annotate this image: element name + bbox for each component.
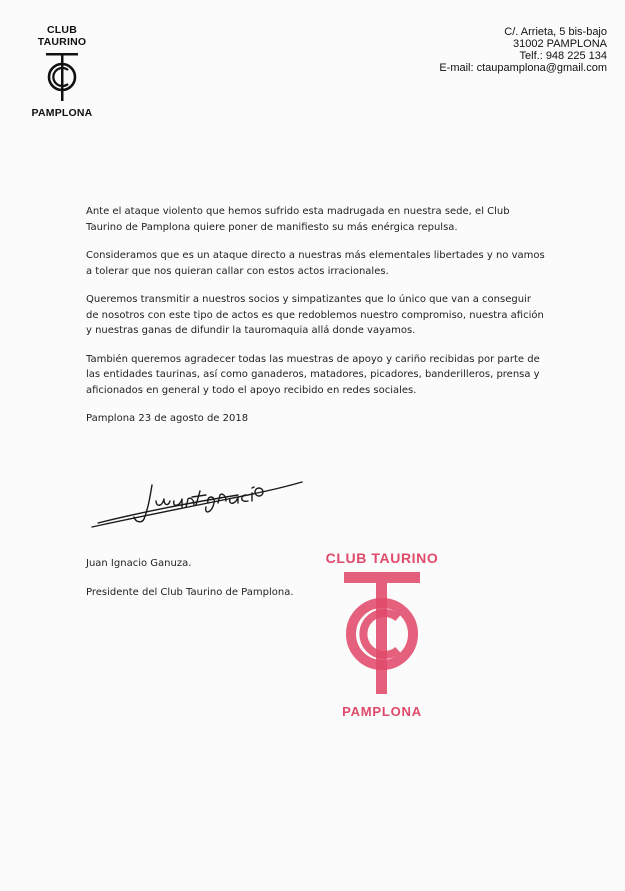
logo-top-text: CLUB TAURINO xyxy=(37,24,87,48)
paragraph-3: Queremos transmitir a nuestros socios y simpatizantes que lo único que van a conseguir de nosotros con este tipo de actos es que redoblemos nuestro compromiso, nuestra afición y nuestras ganas de difundir la tauromaquia allá donde vayamos. xyxy=(86,294,544,336)
signer-role: Presidente del Club Taurino de Pamplona. xyxy=(86,587,294,598)
stamp-top-text: CLUB TAURINO xyxy=(325,550,439,566)
club-stamp xyxy=(320,550,444,719)
address-email: E-mail: ctaupamplona@gmail.com xyxy=(439,62,607,74)
club-logo xyxy=(22,24,102,119)
signer-block xyxy=(86,556,294,600)
logo-bottom-text: PAMPLONA xyxy=(31,107,93,119)
paragraph-2: Consideramos que es un ataque directo a nuestras más elementales libertades y no vamos a tolerar que nos quieran callar con estos actos irracionales. xyxy=(86,250,545,277)
address-phone: Telf.: 948 225 134 xyxy=(519,50,607,62)
address-street: C/. Arrieta, 5 bis-bajo xyxy=(504,26,607,38)
club-emblem-icon xyxy=(42,51,82,105)
signer-name: Juan Ignacio Ganuza. xyxy=(86,558,192,569)
stamp-bottom-text: PAMPLONA xyxy=(342,704,422,719)
address-city: 31002 PAMPLONA xyxy=(513,38,607,50)
letter-date: Pamplona 23 de agosto de 2018 xyxy=(86,413,249,424)
stamp-emblem-icon xyxy=(342,570,422,700)
paragraph-4: También queremos agradecer todas las muestras de apoyo y cariño recibidas por parte de las entidades taurinas, así como ganaderos, matadores, picadores, banderilleros, prensa y aficionados en general y todo el apoyo recibido en redes sociales. xyxy=(86,353,540,396)
letter-body xyxy=(86,204,546,440)
paragraph-1: Ante el ataque violento que hemos sufrido esta madrugada en nuestra sede, el Club Taurino de Pamplona quiere poner de manifiesto su más enérgica repulsa. xyxy=(86,206,510,233)
club-address xyxy=(439,26,607,74)
handwritten-signature xyxy=(88,465,308,535)
